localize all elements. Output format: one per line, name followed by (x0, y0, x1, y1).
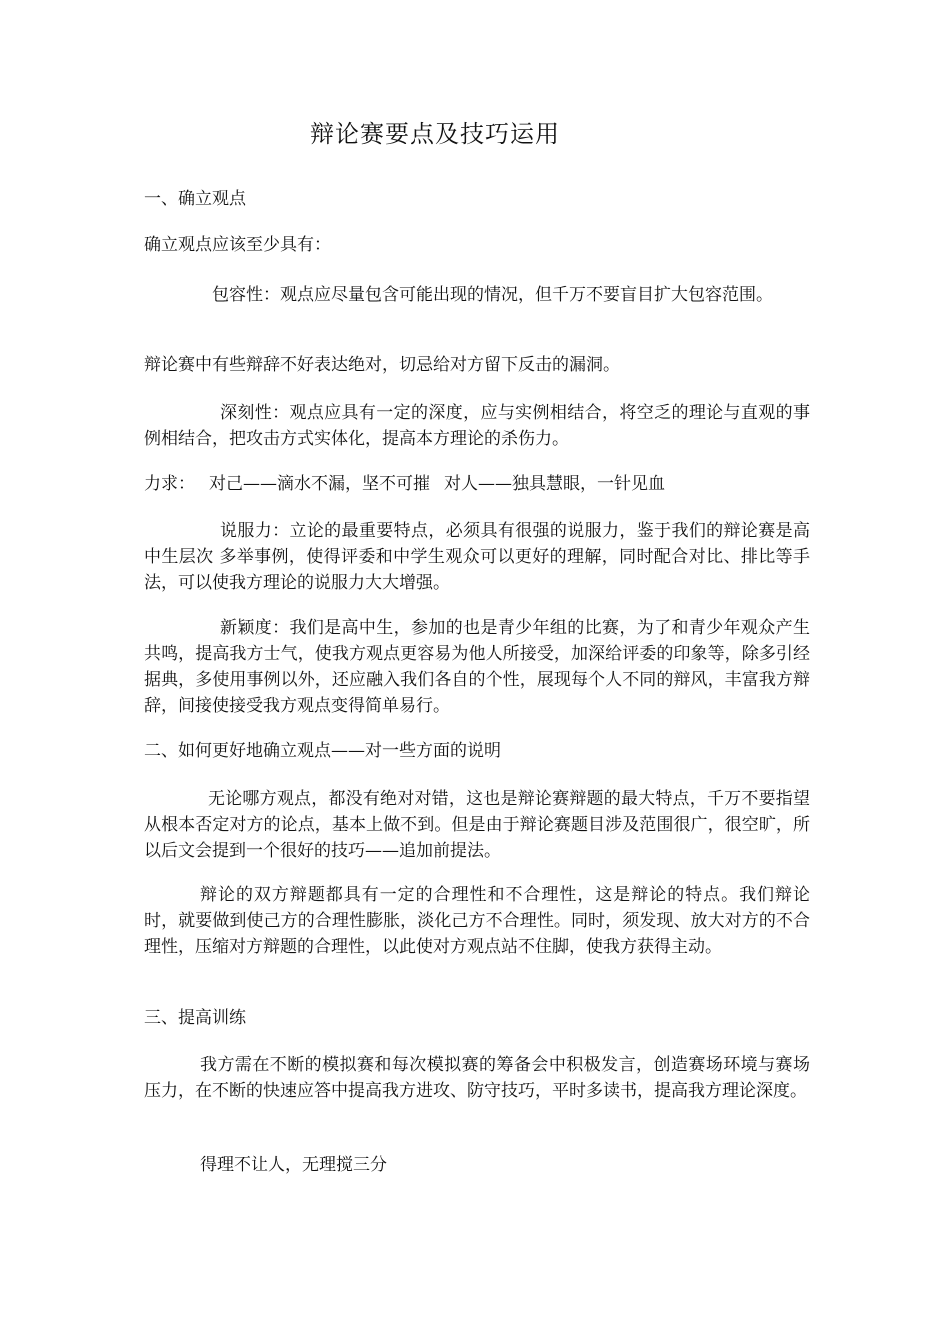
intro-paragraph: 确立观点应该至少具有： (144, 235, 331, 255)
persuasion-paragraph: 说服力：立论的最重要特点，必须具有很强的说服力，鉴于我们的辩论赛是高中生层次 多举事例，使得评委和中学生观众可以更好的理解，同时配合对比、排比等手法，可以使我方理论的说服力大大增强。 (144, 521, 810, 593)
depth-paragraph: 深刻性：观点应具有一定的深度，应与实例相结合，将空乏的理论与直观的事例相结合，把攻击方式实体化，提高本方理论的杀伤力。 (144, 403, 810, 449)
strive-other: 对人——独具慧眼，一针见血 (444, 474, 665, 494)
document-title: 辩论赛要点及技巧运用 (310, 120, 560, 148)
novelty-paragraph: 新颖度：我们是高中生，参加的也是青少年组的比赛，为了和青少年观众产生共鸣，提高我方士气，使我方观点更容易为他人所接受，加深给评委的印象等，除多引经据典，多使用事例以外，还应融入我们各自的个性，展现每个人不同的辩风，丰富我方辩辞，间接使接受我方观点变得简单易行。 (144, 618, 810, 716)
section-heading-2: 二、如何更好地确立观点——对一些方面的说明 (144, 741, 501, 761)
strive-line (144, 471, 665, 497)
section-heading-3: 三、提高训练 (144, 1008, 246, 1028)
strive-self: 对己——滴水不漏，坚不可摧 (209, 474, 430, 494)
inclusiveness-paragraph: 包容性：观点应尽量包含可能出现的情况，但千万不要盲目扩大包容范围。 (212, 285, 773, 305)
section2-paragraph-1: 无论哪方观点，都没有绝对对错，这也是辩论赛辩题的最大特点，千万不要指望从根本否定对方的论点，基本上做不到。但是由于辩论赛题目涉及范围很广，很空旷，所以后文会提到一个很好的技巧——追加前提法。 (144, 789, 810, 861)
section-heading-1: 一、确立观点 (144, 189, 246, 209)
strive-label: 力求： (144, 474, 195, 494)
section3-paragraph-1: 我方需在不断的模拟赛和每次模拟赛的筹备会中积极发言，创造赛场环境与赛场压力，在不断的快速应答中提高我方进攻、防守技巧，平时多读书，提高我方理论深度。 (144, 1055, 810, 1101)
section3-paragraph-2: 得理不让人，无理搅三分 (200, 1155, 387, 1175)
inclusiveness-note-paragraph: 辩论赛中有些辩辞不好表达绝对，切忌给对方留下反击的漏洞。 (144, 355, 620, 375)
section2-paragraph-2: 辩论的双方辩题都具有一定的合理性和不合理性，这是辩论的特点。我们辩论时，就要做到使己方的合理性膨胀，淡化己方不合理性。同时，须发现、放大对方的不合理性，压缩对方辩题的合理性，以此使对方观点站不住脚，使我方获得主动。 (144, 885, 810, 957)
